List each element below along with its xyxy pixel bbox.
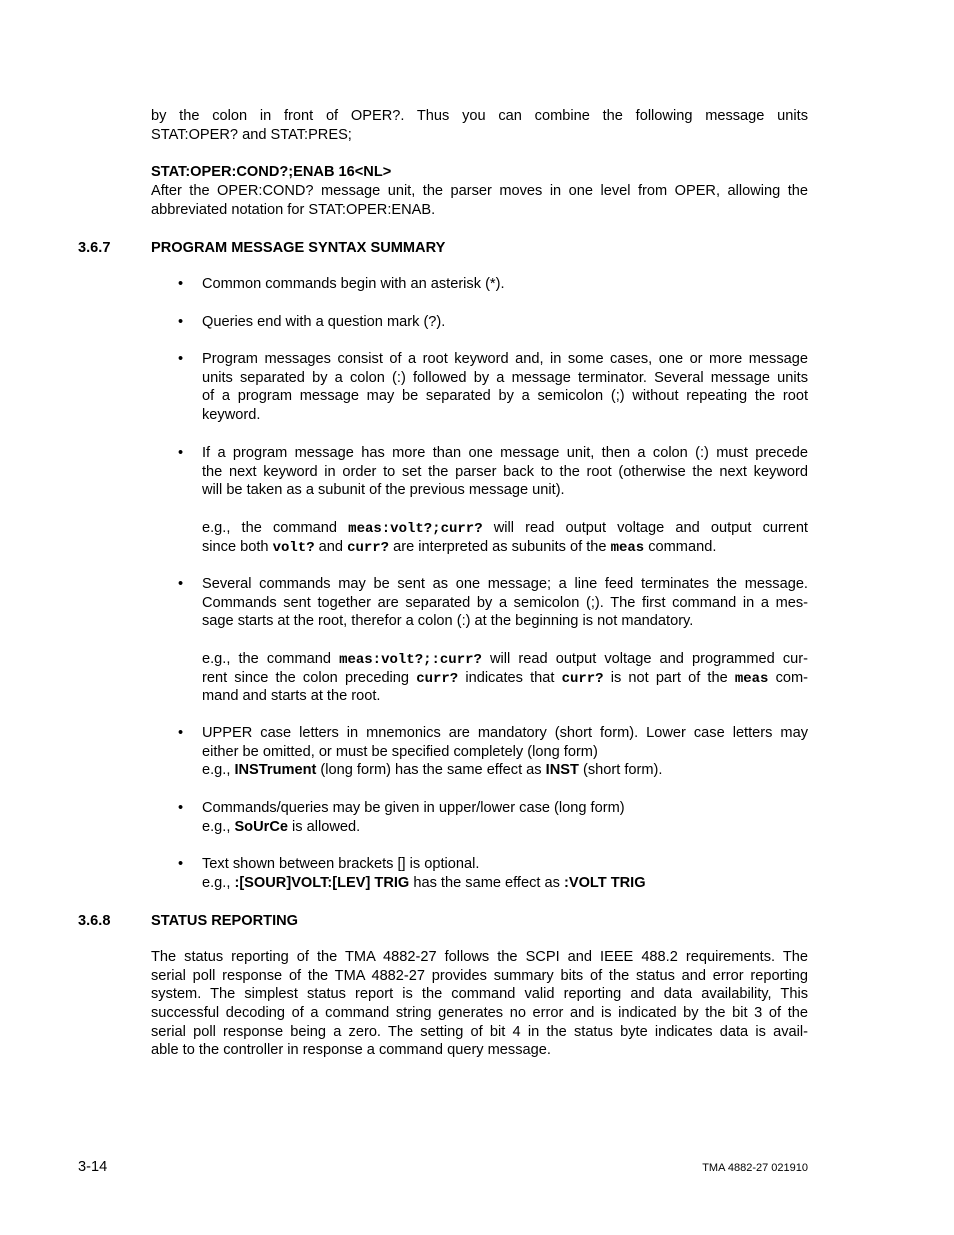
- text-line: Program messages consist of a root keyword and, in some cases, one or more message: [202, 351, 808, 367]
- bullet-mark: •: [178, 445, 184, 461]
- section-number: 3.6.8: [78, 913, 111, 929]
- text-line: [202, 650, 808, 669]
- text: e.g., the command: [202, 520, 349, 536]
- code: curr?: [416, 670, 459, 687]
- page-number: 3-14: [78, 1159, 108, 1175]
- section-title: STATUS REPORTING: [151, 913, 299, 929]
- bullet-text: Queries end with a question mark (?).: [202, 314, 446, 330]
- text-line: the next keyword in order to set the parser back to the root (otherwise the next keyword: [202, 463, 808, 480]
- text-line: Commands/queries may be given in upper/lower case (long form): [202, 800, 625, 816]
- text: will read output voltage and output current: [482, 520, 808, 536]
- bullet-mark: •: [178, 314, 184, 330]
- text: since both: [202, 538, 273, 555]
- text: is not part of the: [603, 669, 735, 686]
- text-line: [202, 818, 808, 837]
- text-line: The status reporting of the TMA 4882-27 follows the SCPI and IEEE 488.2 requirements. The: [151, 949, 808, 965]
- document-id: TMA 4882-27 021910: [702, 1162, 808, 1174]
- text-line: [202, 669, 808, 688]
- text: command.: [644, 538, 717, 555]
- text: and: [314, 538, 348, 555]
- text-line: [202, 519, 808, 538]
- text-line: [202, 538, 808, 557]
- text-line: successful decoding of a command string generates no error and is indicated by the bit 3 of the: [151, 1005, 808, 1022]
- section-title: PROGRAM MESSAGE SYNTAX SUMMARY: [151, 240, 446, 256]
- text-line: mand and starts at the root.: [202, 688, 381, 705]
- text: indicates that: [458, 669, 562, 686]
- text-line: serial poll response of the TMA 4882-27 provides summary bits of the status and error reporting: [151, 967, 808, 984]
- text-line: will be taken as a subunit of the previous message unit).: [202, 482, 565, 499]
- bold-term: :VOLT TRIG: [563, 874, 646, 891]
- text: e.g.,: [202, 762, 235, 779]
- code: meas: [734, 670, 769, 687]
- text-line: serial poll response being a zero. The setting of bit 4 in the status byte indicates data is avail-: [151, 1023, 808, 1040]
- text: e.g.,: [202, 818, 235, 835]
- text-line: units separated by a colon (:) followed by a message terminator. Several message units: [202, 369, 808, 386]
- text-line: UPPER case letters in mnemonics are mandatory (short form). Lower case letters may: [202, 725, 808, 741]
- text-line: system. The simplest status report is the command valid reporting and data availability, This: [151, 986, 808, 1003]
- text-line: If a program message has more than one message unit, then a colon (:) must precede: [202, 445, 808, 461]
- code: meas: [610, 539, 645, 556]
- bullet-mark: •: [178, 800, 184, 816]
- text: will read output voltage and programmed cur-: [481, 651, 808, 667]
- text: (long form) has the same effect as: [316, 762, 546, 779]
- code: curr?: [347, 539, 390, 556]
- text-line: [202, 874, 808, 893]
- text-line: keyword.: [202, 407, 261, 424]
- bullet-text: [202, 724, 808, 780]
- bold-term: :[SOUR]VOLT:[LEV] TRIG: [234, 874, 410, 891]
- code: meas:volt?;:curr?: [339, 652, 482, 668]
- bullet-example: [202, 519, 808, 556]
- text: (short form).: [578, 762, 663, 779]
- bullet-text: Common commands begin with an asterisk (*).: [202, 276, 505, 292]
- text-line: Several commands may be sent as one message; a line feed terminates the message.: [202, 576, 808, 592]
- bullet-mark: •: [178, 276, 184, 292]
- code: curr?: [561, 670, 604, 687]
- bullet-text: [202, 350, 808, 425]
- intro-paragraph: [151, 107, 808, 144]
- text-line: After the OPER:COND? message unit, the parser moves in one level from OPER, allowing the: [151, 183, 808, 199]
- text-line: abbreviated notation for STAT:OPER:ENAB.: [151, 201, 436, 218]
- text-line: STAT:OPER? and STAT:PRES;: [151, 126, 352, 143]
- bullet-mark: •: [178, 725, 184, 741]
- status-paragraph: [151, 948, 808, 1060]
- bullet-mark: •: [178, 576, 184, 592]
- text: are interpreted as subunits of the: [389, 538, 611, 555]
- code: meas:volt?;curr?: [348, 521, 483, 537]
- code: volt?: [272, 539, 315, 556]
- bold-term: SoUrCe: [234, 818, 288, 835]
- text-line: by the colon in front of OPER?. Thus you can combine the following message units: [151, 108, 808, 124]
- bullet-text: [202, 575, 808, 631]
- bullet-example: [202, 650, 808, 706]
- bullet-text: [202, 799, 808, 836]
- text-line: sage starts at the root, therefor a colon (:) at the beginning is not mandatory.: [202, 613, 694, 630]
- text: is allowed.: [287, 818, 361, 835]
- text-line: of a program message may be separated by a semicolon (;) without repeating the root: [202, 388, 808, 405]
- section-number: 3.6.7: [78, 240, 111, 256]
- bullet-mark: •: [178, 351, 184, 367]
- text: rent since the colon preceding: [202, 669, 417, 686]
- text-line: Text shown between brackets [] is optional.: [202, 856, 480, 872]
- text: com-: [768, 669, 809, 686]
- example-command: STAT:OPER:COND?;ENAB 16<NL>: [151, 164, 392, 180]
- text-line: Commands sent together are separated by a semicolon (;). The first command in a mes-: [202, 594, 808, 611]
- text: has the same effect as: [409, 874, 564, 891]
- bullet-text: [202, 444, 808, 500]
- text-line: either be omitted, or must be specified completely (long form): [202, 743, 598, 760]
- bullet-mark: •: [178, 856, 184, 872]
- bold-term: INSTrument: [234, 762, 317, 779]
- example-description: [151, 182, 808, 219]
- text-line: able to the controller in response a command query message.: [151, 1042, 551, 1059]
- bullet-text: [202, 855, 808, 892]
- text: e.g.,: [202, 874, 235, 891]
- bold-term: INST: [545, 762, 579, 779]
- text: e.g., the command: [202, 651, 340, 667]
- text-line: [202, 761, 808, 780]
